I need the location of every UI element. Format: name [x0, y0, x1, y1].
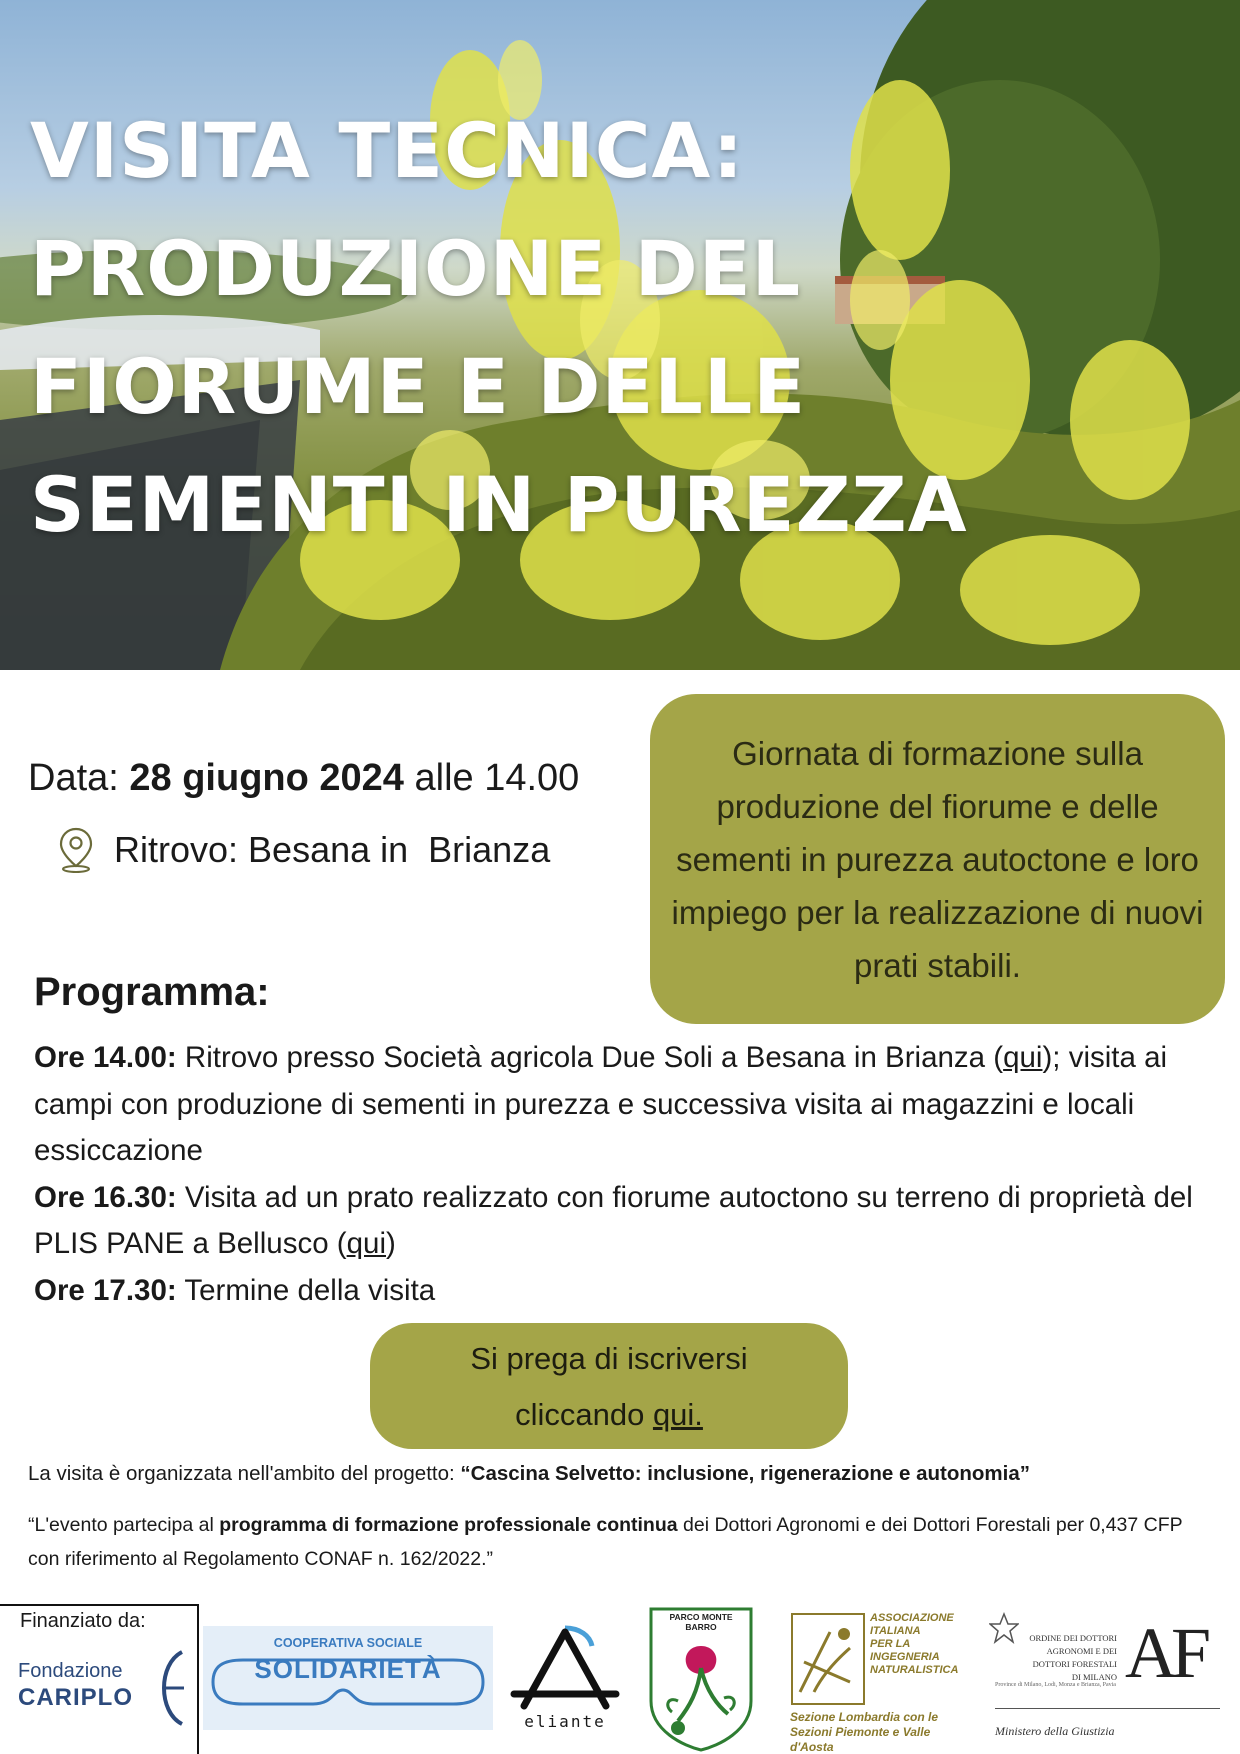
cfp-prefix: “L'evento partecipa al — [28, 1514, 220, 1536]
aipin-section: Sezione Lombardia con le Sezioni Piemonte e Valle d'Aosta — [790, 1710, 939, 1754]
program-item — [34, 1268, 1224, 1315]
barro-label: PARCO MONTE BARRO — [669, 1612, 733, 1632]
program-item — [34, 1175, 1224, 1268]
eliante-label: eliante — [524, 1712, 606, 1731]
divider — [995, 1708, 1220, 1709]
program-time: Ore 17.30: — [34, 1273, 177, 1307]
location-pin-icon — [56, 826, 96, 874]
program-text: Visita ad un prato realizzato con fiorume autoctono su terreno di proprietà del PLIS PANE a Bellusco ( — [34, 1180, 1193, 1260]
title-line: VISITA TECNICA: — [30, 106, 745, 195]
cfp-program: programma di formazione professionale continua — [219, 1514, 678, 1536]
italian-emblem-icon — [989, 1612, 1019, 1648]
fondazione-cariplo-logo — [18, 1660, 188, 1740]
program-text: ); visita ai campi con produzione di sementi in purezza e successiva visita ai magazzini e locali essiccazione — [34, 1041, 1168, 1167]
program-title: Programma: — [34, 970, 270, 1014]
project-note — [28, 1462, 1030, 1486]
signup-line: Si prega di iscriversi — [470, 1341, 748, 1376]
aipin-logo — [790, 1612, 959, 1754]
program-time: Ore 16.30: — [34, 1180, 177, 1214]
map-link[interactable]: qui — [346, 1227, 386, 1260]
signup-link[interactable]: qui. — [652, 1397, 703, 1432]
date-label: Data: — [28, 757, 119, 799]
page-title — [30, 92, 1210, 564]
ministry-label: Ministero della Giustizia — [995, 1724, 1115, 1738]
meeting-point — [56, 826, 550, 874]
solidarieta-top: COOPERATIVA SOCIALE — [273, 1636, 423, 1650]
cfp-suffix: dei Dottori Agronomi e dei Dottori Forestali per 0,437 CFP con riferimento al Regolamento CONAF n. 162/2022.” — [28, 1514, 1194, 1570]
summary-text: Giornata di formazione sulla produzione del fiorume e delle sementi in purezza autoctone e loro impiego per la realizzazione di nuovi prati stabili. — [671, 734, 1204, 984]
eliante-logo — [510, 1620, 620, 1740]
date-value: 28 giugno 2024 — [129, 757, 404, 799]
program-text: Ritrovo presso Società agricola Due Soli a Besana in Brianza ( — [176, 1041, 1004, 1074]
parco-monte-barro-logo — [648, 1606, 754, 1752]
event-date — [28, 757, 579, 800]
solidarieta-main: SOLIDARIETÀ — [254, 1654, 442, 1684]
eliante-triangle-icon — [510, 1620, 620, 1715]
time-text: alle 14.00 — [414, 757, 580, 799]
funded-by-label: Finanziato da: — [20, 1610, 146, 1632]
aipin-emblem-icon — [790, 1612, 866, 1706]
ordine-provinces: Province di Milano, Lodi, Monza e Brianza, Pavia — [995, 1682, 1116, 1688]
cooperativa-solidarieta-logo — [203, 1626, 493, 1730]
map-link[interactable]: qui — [1003, 1041, 1043, 1074]
program-text: Termine della visita — [176, 1273, 436, 1307]
ordine-agronomi-logo — [985, 1612, 1225, 1754]
program-item — [34, 1035, 1224, 1175]
signup-prefix: cliccando — [515, 1397, 653, 1432]
cariplo-mark-icon — [150, 1648, 190, 1728]
meeting-text: Ritrovo: Besana in Brianza — [114, 829, 551, 870]
program-text: ) — [386, 1227, 396, 1260]
program-list — [34, 1035, 1224, 1314]
project-name: “Cascina Selvetto: inclusione, rigenerazione e autonomia” — [460, 1462, 1030, 1485]
summary-box — [650, 694, 1225, 1024]
af-mark: AF — [1125, 1613, 1206, 1693]
ordine-text: ORDINE DEI DOTTORI AGRONOMI E DEI DOTTORI FORESTALI DI MILANO — [1029, 1633, 1117, 1682]
signup-line — [370, 1387, 848, 1443]
signup-box — [370, 1323, 848, 1449]
title-line: FIORUME E DELLE — [30, 342, 807, 431]
hero-banner — [0, 0, 1240, 670]
program-time: Ore 14.00: — [34, 1041, 177, 1074]
project-prefix: La visita è organizzata nell'ambito del progetto: — [28, 1462, 461, 1485]
solidarieta-knot-icon — [203, 1626, 493, 1730]
aipin-name: ASSOCIAZIONE ITALIANA PER LA INGEGNERIA NATURALISTICA — [870, 1612, 959, 1676]
title-line: SEMENTI IN PUREZZA — [30, 460, 968, 549]
cfp-note — [28, 1508, 1218, 1576]
cariplo-line1: Fondazione — [18, 1660, 123, 1682]
cariplo-line2: CARIPLO — [18, 1684, 133, 1711]
title-line: PRODUZIONE DEL — [30, 224, 802, 313]
